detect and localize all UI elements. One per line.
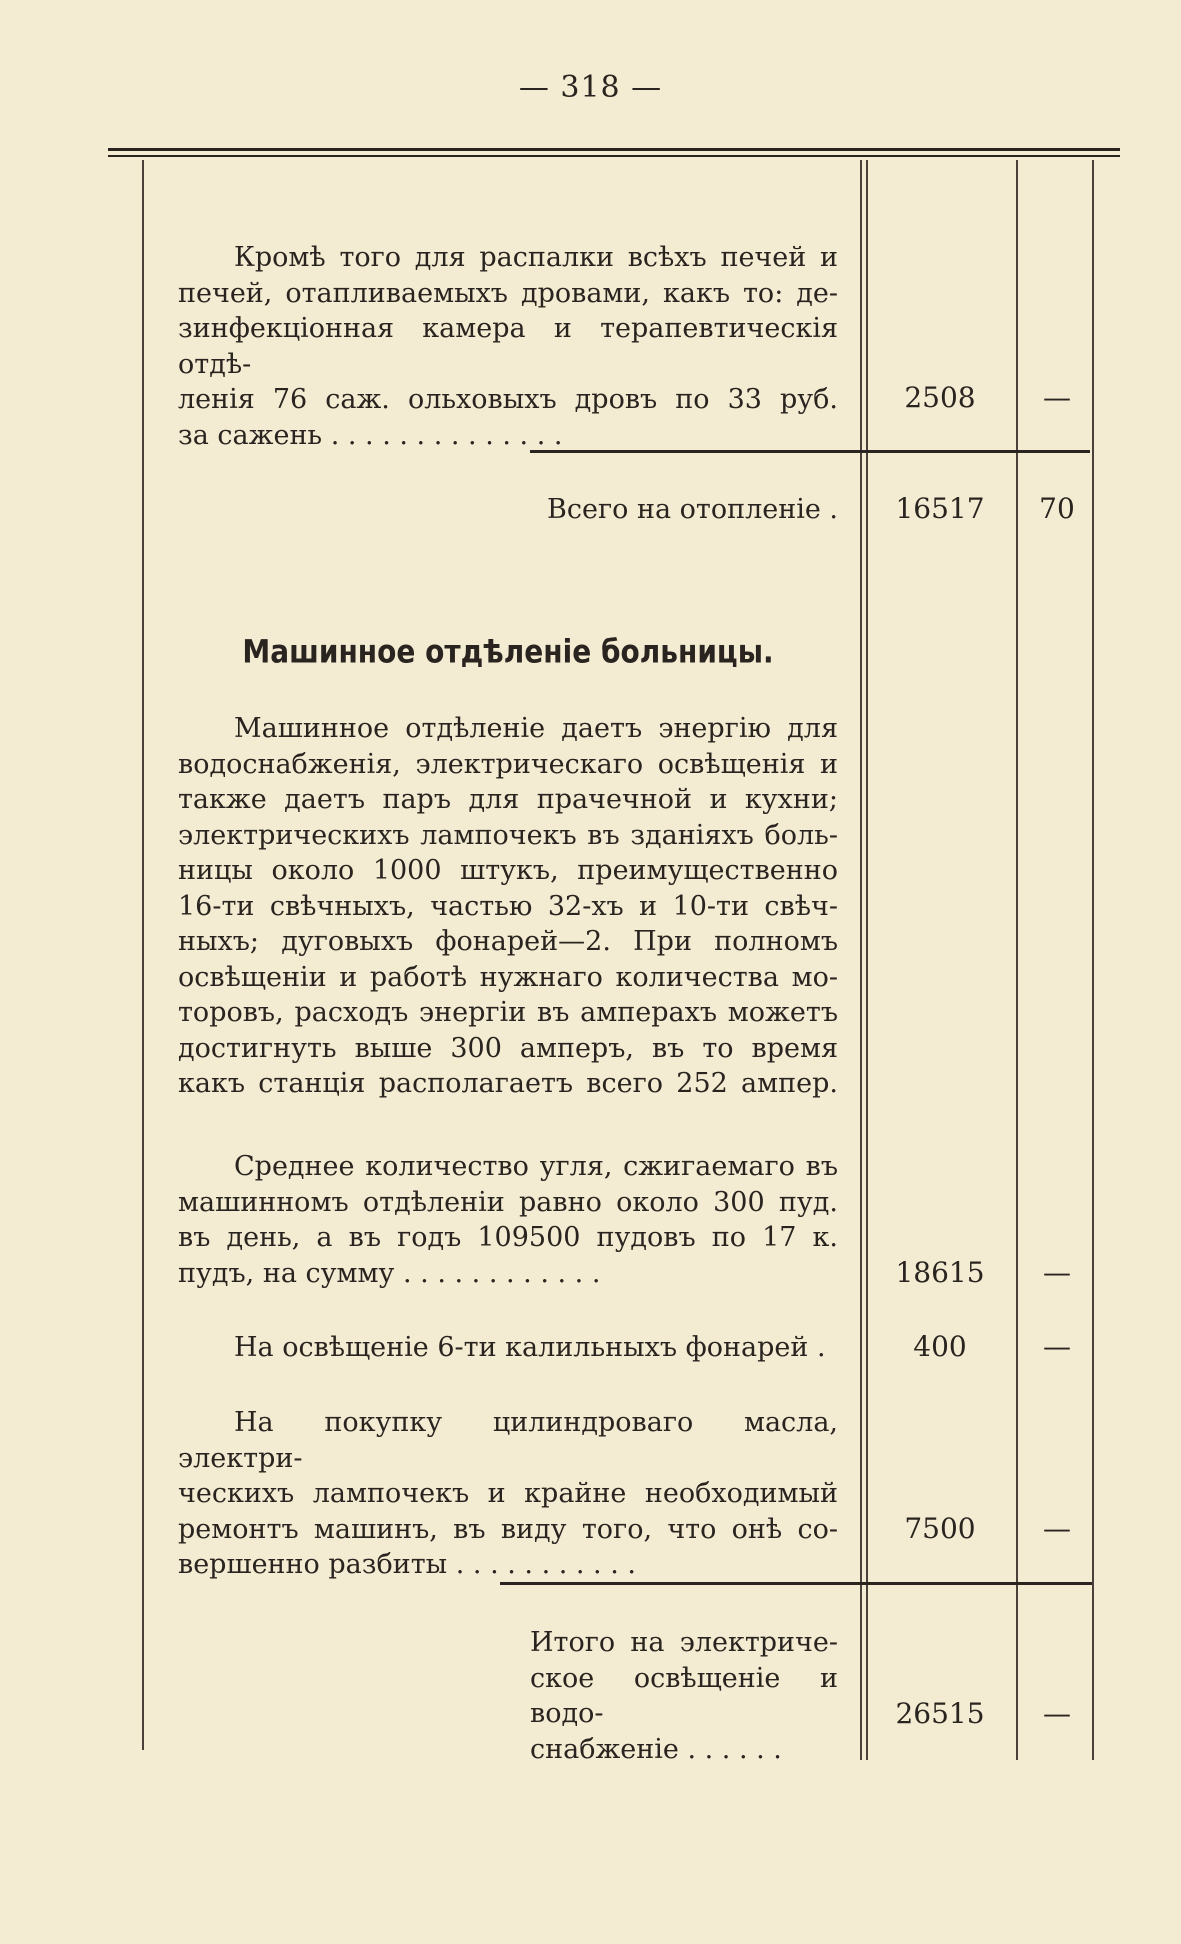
kopecks-value: — — [1043, 1697, 1071, 1730]
column-rule-text — [860, 160, 862, 1760]
text-line: снабженіе . . . . . . — [530, 1733, 782, 1765]
text-line: 16-ти свѣчныхъ, частью 32-хъ и 10-ти свѣч- — [178, 890, 838, 922]
text-line: ремонтъ машинъ, въ виду того, что онѣ со- — [178, 1513, 838, 1545]
text-line: ское освѣщеніе и водо- — [530, 1662, 838, 1729]
text-line: печей, отапливаемыхъ дровами, какъ то: де- — [178, 277, 838, 309]
text-line: Всего на отопленіе . — [547, 494, 838, 525]
rubles-value: 16517 — [895, 492, 985, 525]
kopecks-value: — — [1043, 381, 1071, 414]
text-line: также даетъ паръ для прачечной и кухни; — [178, 784, 838, 815]
text-line: ныхъ; дуговыхъ фонарей—2. При полномъ — [178, 926, 838, 957]
column-rule-left — [142, 160, 144, 1750]
text-line: освѣщеніи и работѣ нужнаго количества мо- — [178, 961, 838, 993]
sum-rule — [530, 450, 1090, 453]
lanterns-cost-text — [178, 1330, 838, 1366]
rubles-value: 26515 — [895, 1697, 985, 1730]
text-line: торовъ, расходъ энергіи въ амперахъ можетъ — [178, 997, 838, 1028]
text-line: Машинное отдѣленіе даетъ энергію для — [234, 713, 838, 744]
kopecks-value: 70 — [1039, 492, 1075, 525]
text-line: ницы около 1000 штукъ, преимущественно — [178, 855, 838, 886]
kopecks-value: — — [1043, 1512, 1071, 1545]
text-line: На покупку цилиндроваго масла, электри- — [178, 1407, 838, 1474]
text-line: машинномъ отдѣленіи равно около 300 пуд. — [178, 1186, 838, 1218]
text-line: зинфекціонная камера и терапевтическія отдѣ- — [178, 313, 838, 380]
repairs-cost-text — [178, 1405, 838, 1583]
top-rule — [108, 148, 1120, 151]
text-line: Итого на электриче- — [530, 1627, 838, 1658]
sum-rule — [500, 1582, 1092, 1585]
text-line: въ день, а въ годъ 109500 пудовъ по 17 к. — [178, 1222, 838, 1253]
section-heading: Машинное отдѣленіе больницы. — [242, 632, 774, 671]
text-line: Среднее количество угля, сжигаемаго въ — [234, 1151, 838, 1182]
text-line: ческихъ лампочекъ и крайне необходимый — [178, 1478, 838, 1509]
top-rule-thin — [108, 155, 1120, 157]
text-line: На освѣщеніе 6-ти калильныхъ фонарей . — [234, 1332, 826, 1363]
kopecks-value: — — [1043, 1256, 1071, 1289]
text-line: какъ станція располагаетъ всего 252 ампер. — [178, 1068, 838, 1099]
rubles-value: 18615 — [895, 1256, 985, 1289]
rubles-value: 2508 — [904, 381, 976, 414]
kopecks-value: — — [1043, 1330, 1071, 1363]
coal-cost-text — [178, 1149, 838, 1291]
text-line: электрическихъ лампочекъ въ зданіяхъ боль- — [178, 819, 838, 851]
heating-extra-text — [178, 240, 838, 453]
engine-room-paragraph — [178, 711, 838, 1102]
text-line: Кромѣ того для распалки всѣхъ печей и — [234, 242, 838, 273]
text-line: ленія 76 саж. ольховыхъ дровъ по 33 руб. — [178, 384, 838, 415]
electric-total-label — [530, 1625, 838, 1767]
heating-total-label — [178, 492, 838, 528]
text-line: достигнуть выше 300 амперъ, въ то время — [178, 1032, 838, 1064]
text-line: водоснабженія, электрическаго освѣщенія и — [178, 748, 838, 780]
text-line: за сажень . . . . . . . . . . . . . . — [178, 419, 563, 451]
rubles-value: 7500 — [904, 1512, 976, 1545]
rubles-value: 400 — [913, 1330, 967, 1363]
text-line: вершенно разбиты . . . . . . . . . . . — [178, 1549, 636, 1580]
text-line: пудъ, на сумму . . . . . . . . . . . . — [178, 1257, 601, 1289]
page-number: — 318 — — [518, 70, 663, 105]
